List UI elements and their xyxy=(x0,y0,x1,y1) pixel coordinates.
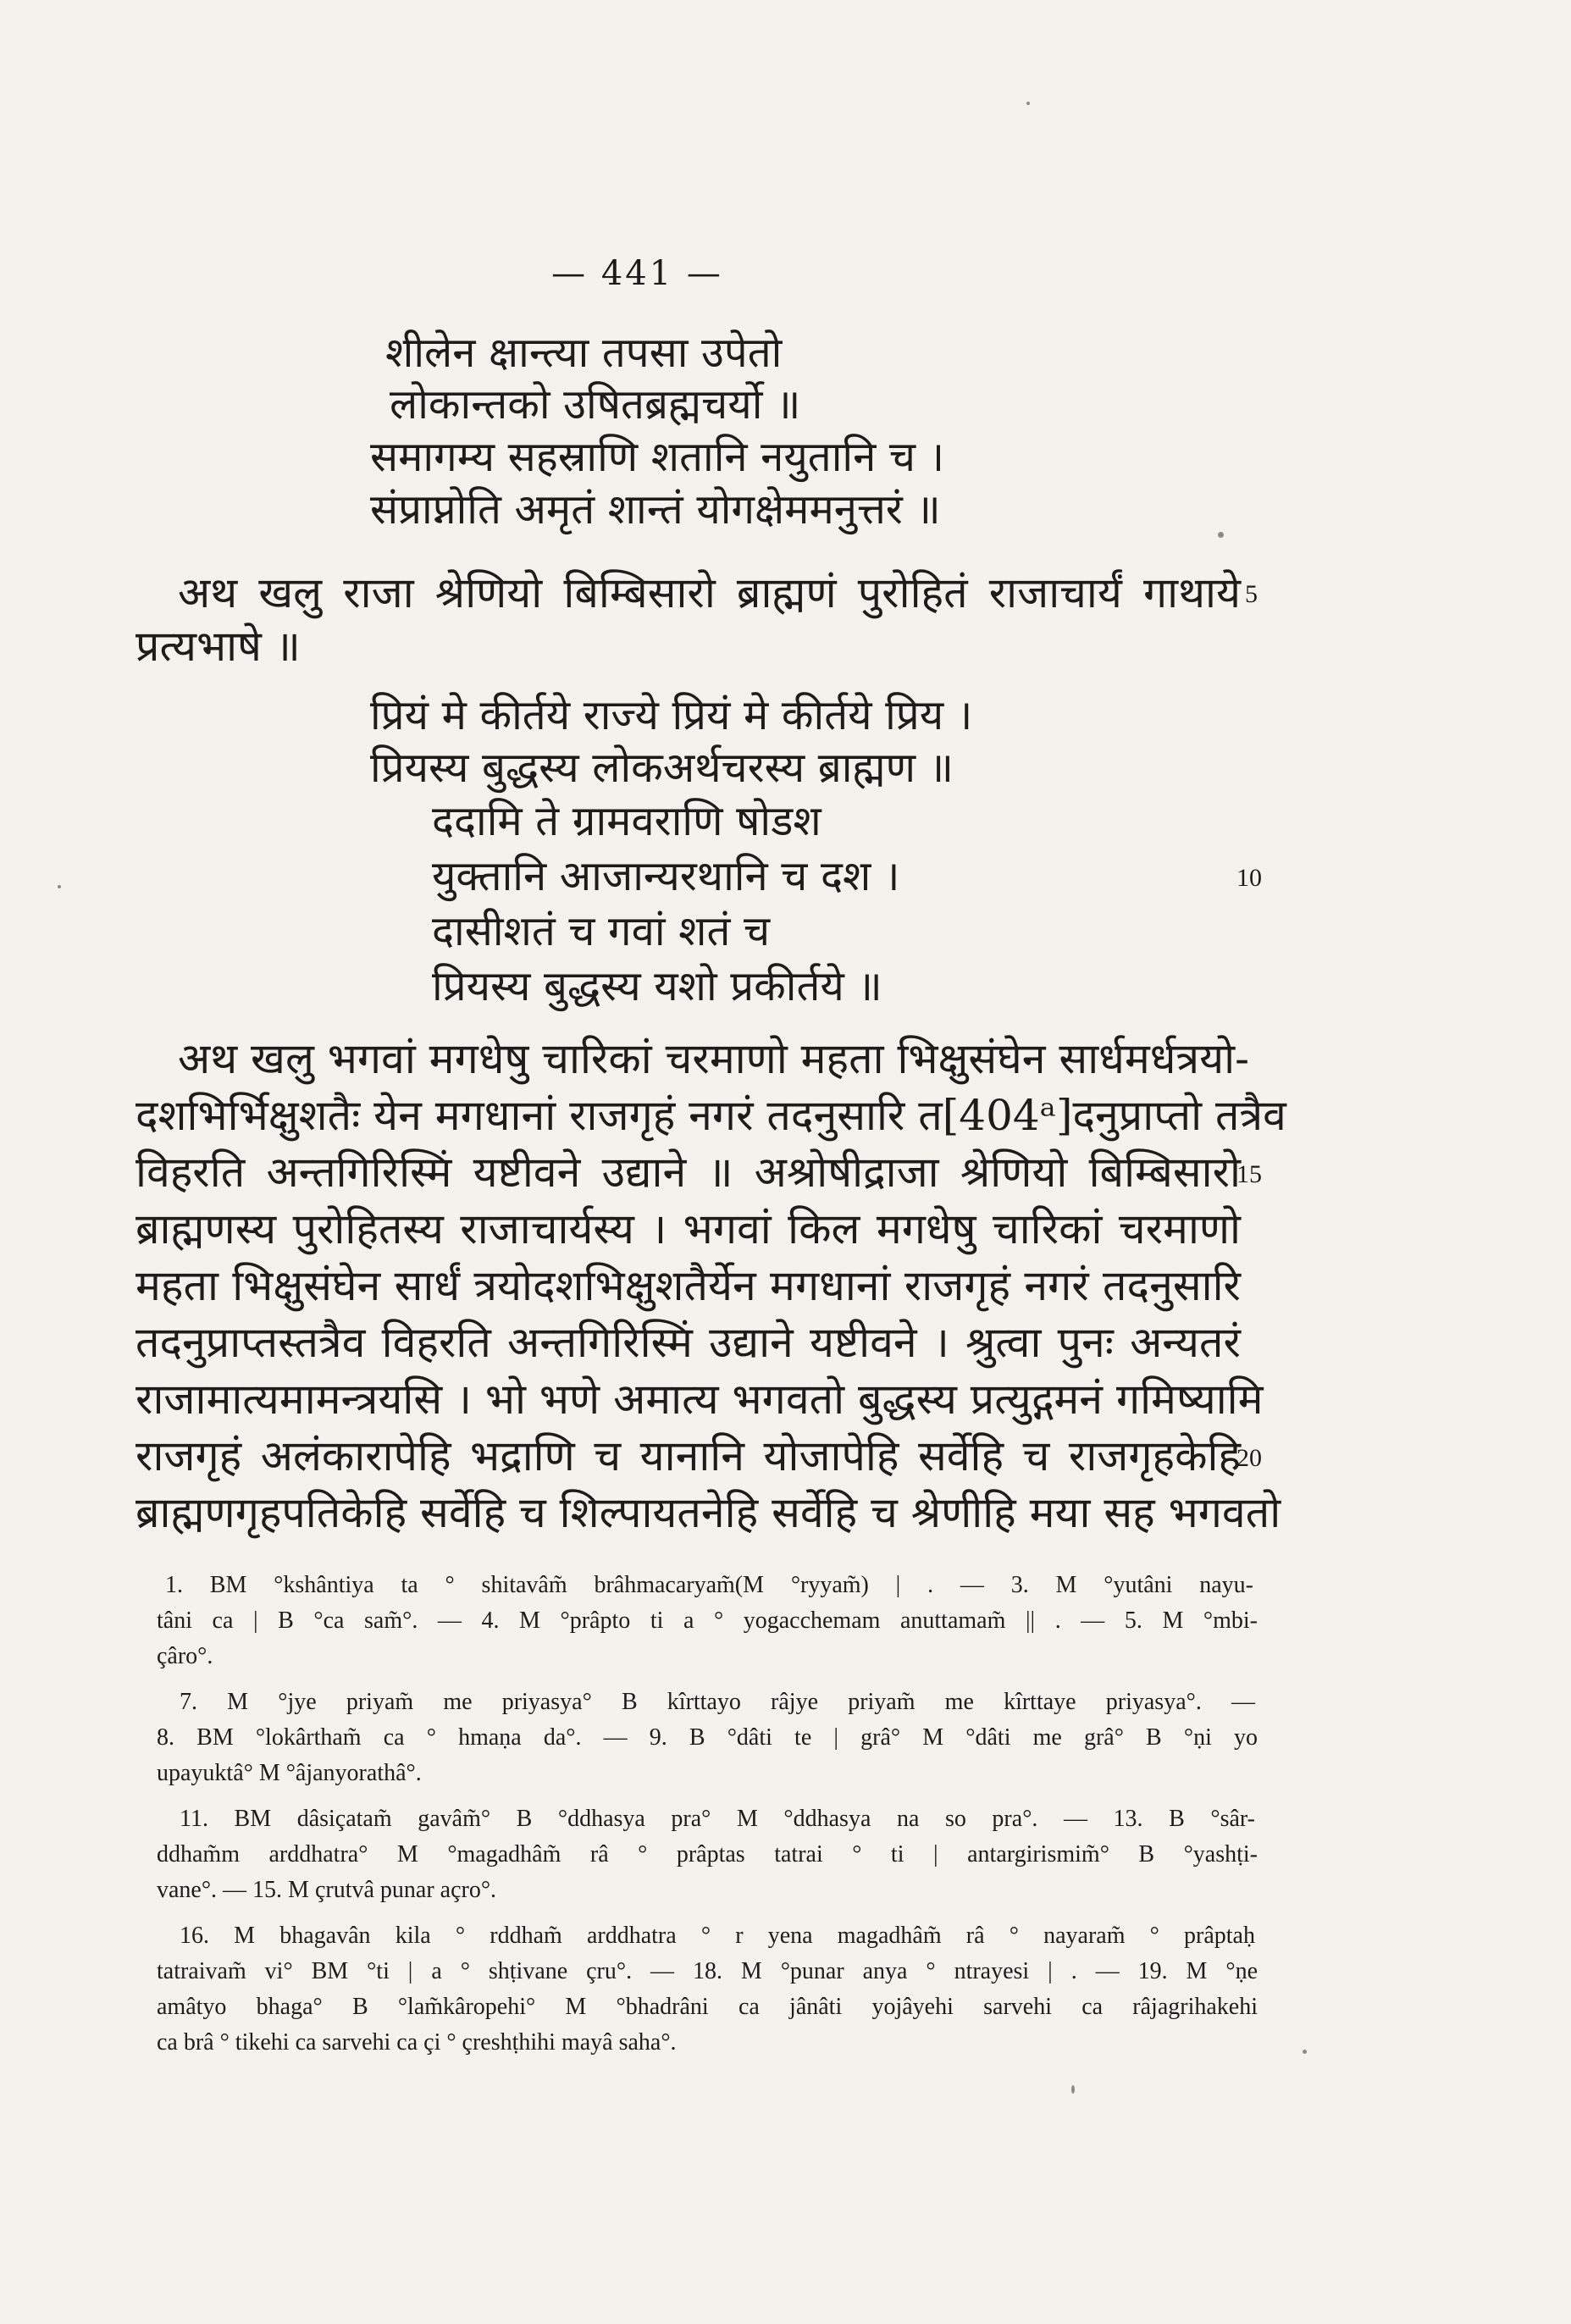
line-number-20: 20 xyxy=(1236,1444,1262,1472)
footnote-line-7: 11. BM dâsiçatam̃ gavâm̃° B °ddhasya pra° M °ddhasya na so pra°. — 13. B °sâr- xyxy=(180,1806,1255,1832)
footnote-line-8: ddham̃m arddhatra° M °magadhâm̃ râ ° prâptas tatrai ° ti | antargirismim̃° B °yashṭi- xyxy=(157,1841,1258,1868)
verse1-line-4: संप्राप्नोति अमृतं शान्तं योगक्षेममनुत्तरं ॥ xyxy=(370,485,941,534)
scan-speck xyxy=(1303,2050,1307,2054)
para2-line-7: राजामात्यमामन्त्रयसि । भो भणे अमात्य भगवतो बुद्धस्य प्रत्युद्गमनं गमिष्यामि xyxy=(136,1375,1264,1424)
footnote-line-3: çâro°. xyxy=(157,1643,213,1669)
verse2-line-1: प्रियं मे कीर्तये राज्ये प्रियं मे कीर्तये प्रिय । xyxy=(370,691,973,739)
verse2-line-6: प्रियस्य बुद्धस्य यशो प्रकीर्तये ॥ xyxy=(432,962,882,1010)
footnote-line-11: tatraivam̃ vi° BM °ti | a ° shṭivane çru°. — 18. M °punar anya ° ntrayesi | . — 19. M °ṇe xyxy=(157,1958,1258,1984)
para2-line-4: ब्राह्मणस्य पुरोहितस्य राजाचार्यस्य । भगवां किल मगधेषु चारिकां चरमाणो xyxy=(136,1204,1241,1253)
footnote-line-12: amâtyo bhaga° B °lam̃kâropehi° M °bhadrâni ca jânâti yojâyehi sarvehi ca râjagrihakehi xyxy=(157,1994,1258,2020)
verse2-line-2: प्रियस्य बुद्धस्य लोकअर्थचरस्य ब्राह्मण ॥ xyxy=(370,744,954,792)
footnote-line-5: 8. BM °lokârtham̃ ca ° hmaṇa da°. — 9. B °dâti te | grâ° M °dâti me grâ° B °ṇi yo xyxy=(157,1724,1258,1751)
footnote-line-2: tâni ca | B °ca sam̃°. — 4. M °prâpto ti a ° yogacchemam anuttamam̃ || . — 5. M °mbi- xyxy=(157,1607,1258,1634)
footnote-line-9: vane°. — 15. M çrutvâ punar açro°. xyxy=(157,1877,497,1903)
verse1-line-3: समागम्य सहस्राणि शतानि नयुतानि च । xyxy=(370,433,945,481)
scan-speck xyxy=(1026,102,1030,105)
page-number: — 441 — xyxy=(551,254,723,293)
para2-line-5: महता भिक्षुसंघेन सार्धं त्रयोदशभिक्षुशतैर्येन मगधानां राजगृहं नगरं तदनुसारि xyxy=(136,1261,1241,1310)
footnote-line-1: 1. BM °kshântiya ta ° shitavâm̃ brâhmacaryam̃(M °ryyam̃) | . — 3. M °yutâni nayu- xyxy=(165,1572,1253,1598)
verse1-line-1: शीलेन क्षान्त्या तपसा उपेतो xyxy=(385,329,783,377)
line-number-5: 5 xyxy=(1245,580,1258,608)
para2-line-9: ब्राह्मणगृहपतिकेहि सर्वेहि च शिल्पायतनेहि सर्वेहि च श्रेणीहि मया सह भगवतो xyxy=(136,1488,1281,1537)
para2-line-3: विहरति अन्तगिरिस्मिं यष्टीवने उद्याने ॥ अश्रोषीद्राजा श्रेणियो बिम्बिसारो xyxy=(136,1148,1241,1197)
footnote-line-4: 7. M °jye priyam̃ me priyasya° B kîrttayo râjye priyam̃ me kîrttaye priyasya°. — xyxy=(180,1689,1255,1715)
para2-line-8: राजगृहं अलंकारापेहि भद्राणि च यानानि योजापेहि सर्वेहि च राजगृहकेहि xyxy=(136,1431,1241,1480)
footnote-line-6: upayuktâ° M °âjanyorathâ°. xyxy=(157,1760,422,1786)
para2-line-1: अथ खलु भगवां मगधेषु चारिकां चरमाणो महता भिक्षुसंघेन सार्धमर्धत्रयो- xyxy=(178,1034,1249,1083)
para1-line-1: अथ खलु राजा श्रेणियो बिम्बिसारो ब्राह्मणं पुरोहितं राजाचार्यं गाथाये xyxy=(178,568,1241,617)
para2-line-6: तदनुप्राप्तस्तत्रैव विहरति अन्तगिरिस्मिं उद्याने यष्टीवने । श्रुत्वा पुनः अन्यतरं xyxy=(136,1318,1241,1367)
verse2-line-4: युक्तानि आजान्यरथानि च दश । xyxy=(432,852,900,900)
line-number-10: 10 xyxy=(1236,864,1262,892)
verse1-line-2: लोकान्तको उषितब्रह्मचर्यो ॥ xyxy=(390,380,801,429)
footnote-line-13: ca brâ ° tikehi ca sarvehi ca çi ° çreshṭhihi mayâ saha°. xyxy=(157,2029,677,2056)
footnote-line-10: 16. M bhagavân kila ° rddham̃ arddhatra ° r yena magadhâm̃ râ ° nayaram̃ ° prâptaḥ xyxy=(180,1923,1255,1949)
line-number-15: 15 xyxy=(1236,1160,1262,1188)
scan-speck xyxy=(58,885,61,888)
para2-line-2: दशभिर्भिक्षुशतैः येन मगधानां राजगृहं नगरं तदनुसारि त[404ᵃ]दनुप्राप्तो तत्रैव xyxy=(136,1091,1286,1140)
para1-line-2: प्रत्यभाषे ॥ xyxy=(136,622,301,671)
verse2-line-5: दासीशतं च गवां शतं च xyxy=(432,907,771,955)
scan-speck xyxy=(1071,2085,1075,2094)
verse2-line-3: ददामि ते ग्रामवराणि षोडश xyxy=(432,797,821,845)
scan-speck xyxy=(1218,532,1224,538)
